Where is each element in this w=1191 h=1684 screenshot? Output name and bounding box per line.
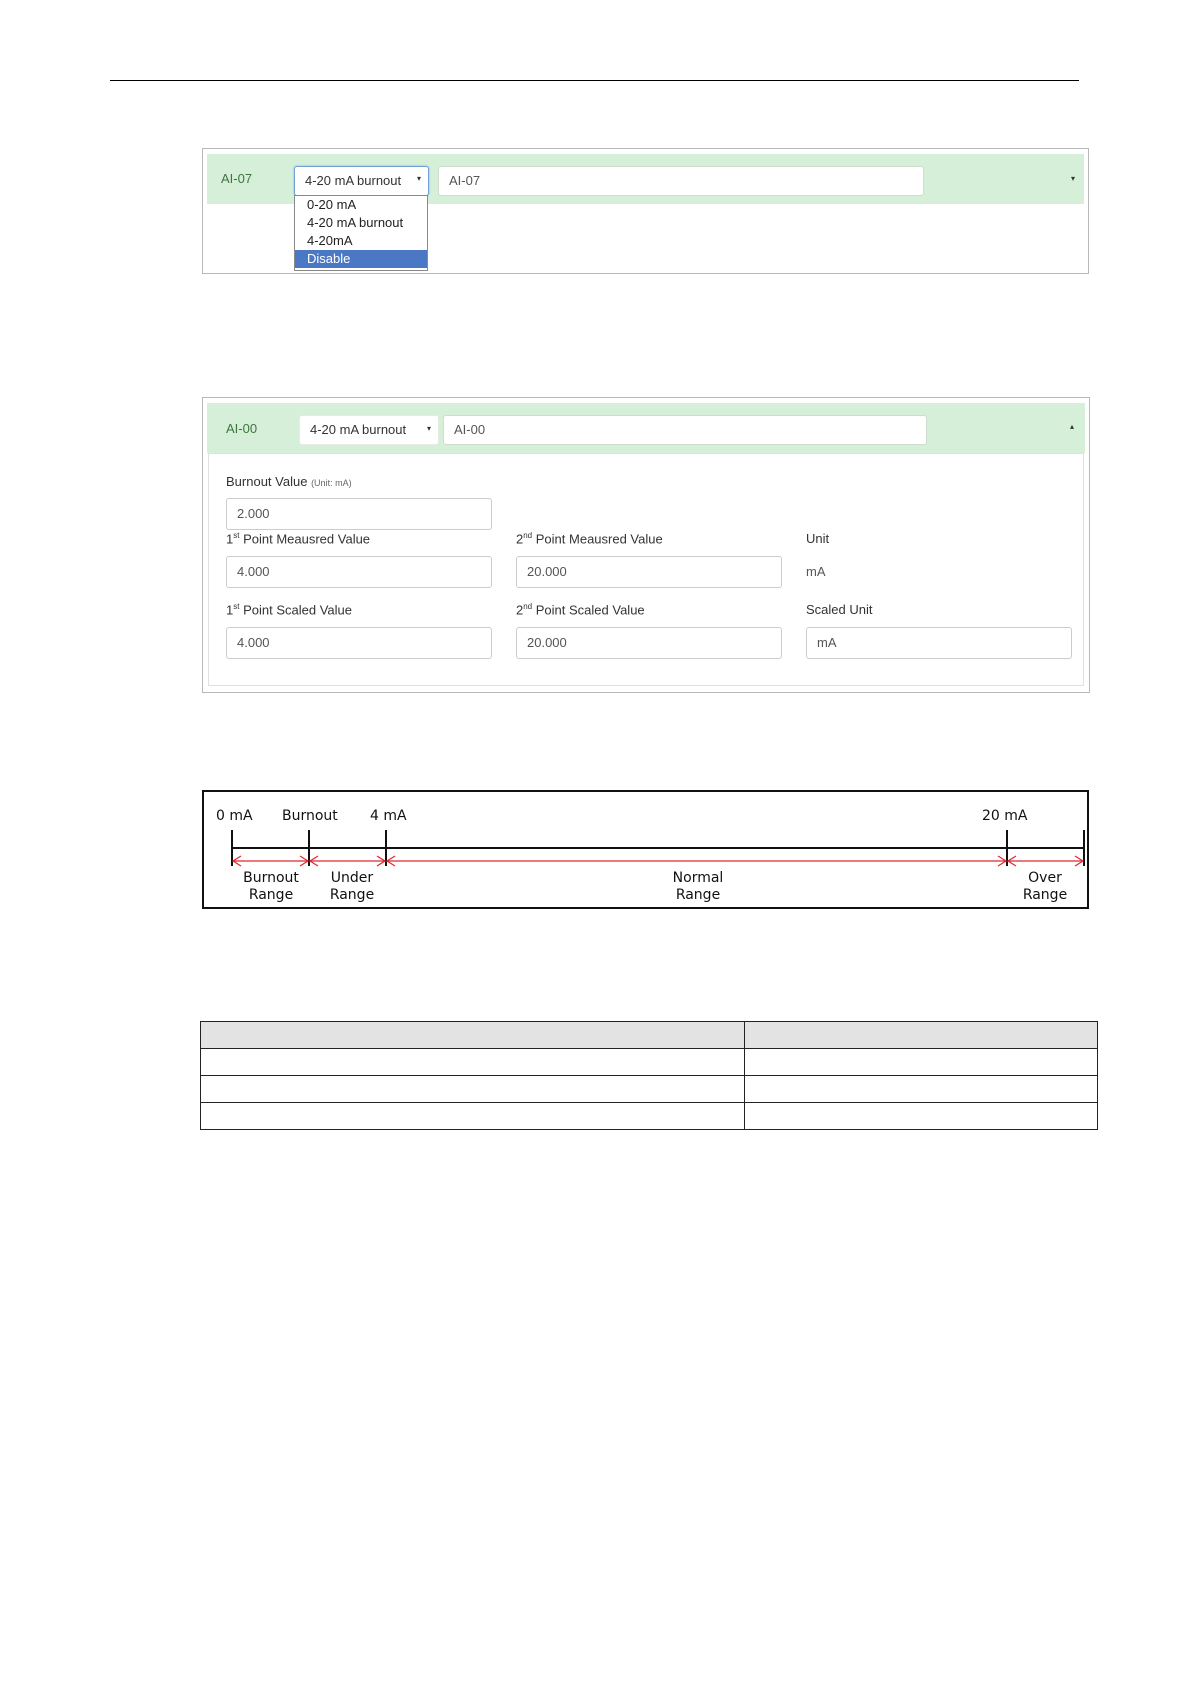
mode-select-value: 4-20 mA burnout [305,173,402,188]
range-label: Normal [672,870,724,886]
channel-name-input[interactable] [438,166,924,196]
expand-toggle-icon[interactable]: ▾ [1071,174,1076,183]
table-header-cell [201,1022,745,1049]
mode-option[interactable]: 0-20 mA [307,197,357,212]
tick-label-burnout: Burnout [282,808,338,824]
table-row [201,1049,1098,1076]
current-range-diagram [202,790,1089,909]
channel-name-input[interactable] [443,415,927,445]
table-row [201,1103,1098,1130]
range-label: Range [329,887,375,903]
tick-label-20ma: 20 mA [982,808,1028,824]
scaled-unit-label: Scaled Unit [806,602,873,617]
first-scaled-label: 1st Point Scaled Value [226,602,352,618]
second-measured-label: 2nd Point Meausred Value [516,531,663,547]
table-row [201,1076,1098,1103]
table-cell [201,1076,745,1103]
range-label: Over [1028,870,1062,886]
tick-label-0ma: 0 mA [216,808,253,824]
chevron-down-icon: ▾ [427,424,432,433]
mode-select-value: 4-20 mA burnout [310,422,407,437]
channel-settings-body [208,453,1084,686]
table-header-row [201,1022,1098,1049]
mode-option[interactable]: 4-20mA [307,233,353,248]
table-header-cell [745,1022,1098,1049]
table-cell [745,1049,1098,1076]
range-label: Burnout [243,870,299,886]
mode-dropdown-list [294,195,428,271]
table-cell [745,1103,1098,1130]
burnout-value-input[interactable]: 2.000 [226,498,492,530]
table-cell [745,1076,1098,1103]
mode-select[interactable] [294,166,429,196]
range-label: Under [330,870,374,886]
unit-label: Unit [806,531,830,546]
channel-name-value: AI-00 [454,422,486,437]
table-cell [201,1049,745,1076]
chevron-down-icon: ▾ [417,174,422,183]
tick-label-4ma: 4 mA [370,808,407,824]
first-measured-input[interactable]: 4.000 [226,556,492,588]
mode-select[interactable] [299,415,439,445]
burnout-value-label: Burnout Value (Unit: mA) [226,474,352,489]
first-scaled-input[interactable]: 4.000 [226,627,492,659]
range-label: Range [248,887,294,903]
range-diagram-svg [204,792,1089,909]
second-measured-input[interactable]: 20.000 [516,556,782,588]
unit-value: mA [806,564,826,579]
collapse-toggle-icon[interactable]: ▴ [1070,422,1075,431]
mode-option-highlighted[interactable]: Disable [295,250,427,268]
channel-label: AI-07 [221,171,253,186]
channel-panel-ai00 [202,397,1090,693]
range-label: Range [675,887,721,903]
second-scaled-label: 2nd Point Scaled Value [516,602,645,618]
first-measured-label: 1st Point Meausred Value [226,531,371,547]
channel-label: AI-00 [226,421,258,436]
table-cell [201,1103,745,1130]
second-scaled-input[interactable]: 20.000 [516,627,782,659]
channel-name-value: AI-07 [449,173,481,188]
scaled-unit-input[interactable]: mA [806,627,1072,659]
header-rule [110,80,1079,81]
range-label: Range [1022,887,1068,903]
mode-option[interactable]: 4-20 mA burnout [307,215,404,230]
data-table [200,1021,1098,1130]
